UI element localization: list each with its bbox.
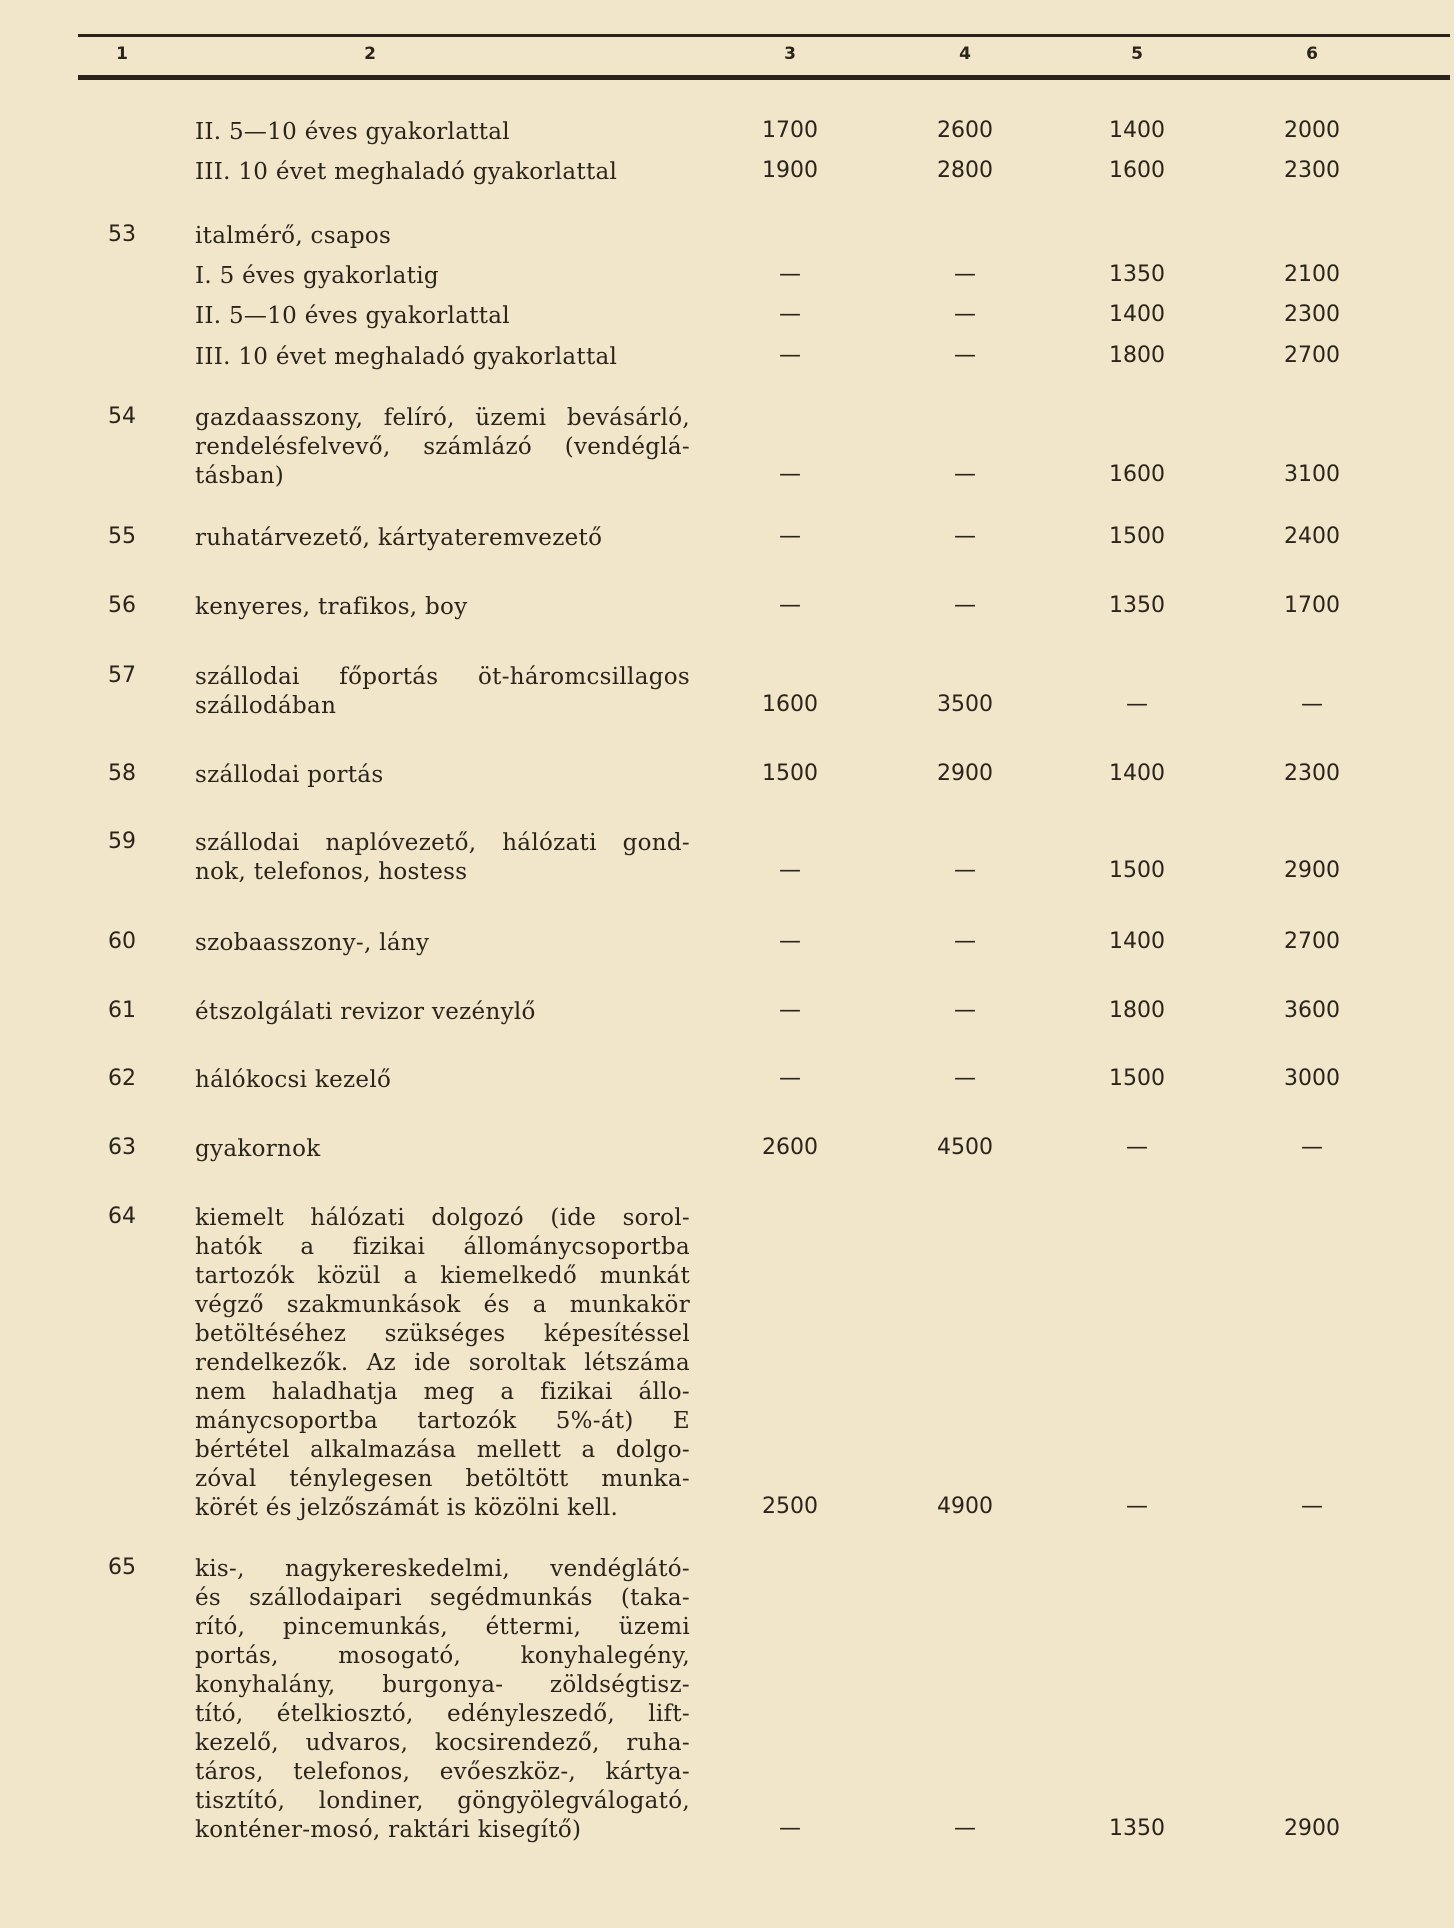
value-col-5: 1500: [1109, 1066, 1165, 1091]
value-col-4: 3500: [937, 692, 993, 717]
description-line: bértétel alkalmazása mellett a dolgo-: [195, 1437, 690, 1463]
description-line: táros, telefonos, evőeszköz-, kártya-: [195, 1759, 690, 1785]
value-col-4: 4500: [937, 1135, 993, 1160]
value-col-6: 3600: [1284, 998, 1340, 1023]
value-col-3: —: [779, 462, 801, 487]
value-col-5: 1500: [1109, 524, 1165, 549]
row-number: 55: [108, 524, 136, 549]
value-col-6: 2900: [1284, 858, 1340, 883]
value-col-4: —: [954, 262, 976, 287]
row-number: 64: [108, 1204, 136, 1229]
description-line: ruhatárvezető, kártyateremvezető: [195, 525, 603, 551]
row-description: [195, 158, 690, 187]
value-col-5: 1350: [1109, 262, 1165, 287]
value-col-4: —: [954, 593, 976, 618]
value-col-3: —: [779, 929, 801, 954]
row-number: 60: [108, 929, 136, 954]
value-col-4: —: [954, 302, 976, 327]
value-col-6: 2000: [1284, 118, 1340, 143]
value-col-3: 1500: [762, 761, 818, 786]
description-line: hatók a fizikai állománycsoportba: [195, 1234, 690, 1260]
value-col-3: 1900: [762, 158, 818, 183]
description-line: tító, ételkiosztó, edényleszedő, lift-: [195, 1701, 690, 1727]
description-line: nok, telefonos, hostess: [195, 859, 468, 885]
row-number: 62: [108, 1066, 136, 1091]
description-line: körét és jelzőszámát is közölni kell.: [195, 1495, 619, 1521]
description-line: italmérő, csapos: [195, 223, 392, 249]
row-description: [195, 593, 690, 622]
value-col-6: —: [1301, 1135, 1323, 1160]
value-col-3: 2500: [762, 1494, 818, 1519]
row-number: 56: [108, 593, 136, 618]
value-col-4: 2900: [937, 761, 993, 786]
row-description: [195, 1066, 690, 1095]
description-line: nem haladhatja meg a fizikai állo-: [195, 1379, 690, 1405]
row-description: [195, 222, 690, 251]
header-top-rule: [78, 34, 1450, 37]
description-line: szobaasszony-, lány: [195, 930, 430, 956]
description-line: II. 5—10 éves gyakorlattal: [195, 303, 510, 329]
value-col-4: —: [954, 1816, 976, 1841]
column-number-4: 4: [959, 44, 971, 64]
value-col-3: —: [779, 302, 801, 327]
column-number-5: 5: [1131, 44, 1143, 64]
value-col-4: —: [954, 462, 976, 487]
value-col-5: —: [1126, 692, 1148, 717]
value-col-6: —: [1301, 1494, 1323, 1519]
value-col-6: 3100: [1284, 462, 1340, 487]
description-line: konyhalány, burgonya- zöldségtisz-: [195, 1672, 690, 1698]
value-col-4: —: [954, 524, 976, 549]
row-description: [195, 761, 690, 790]
description-line: végző szakmunkások és a munkakör: [195, 1292, 690, 1318]
value-col-6: 3000: [1284, 1066, 1340, 1091]
value-col-6: 2700: [1284, 343, 1340, 368]
value-col-3: 2600: [762, 1135, 818, 1160]
description-line: konténer-mosó, raktári kisegítő): [195, 1817, 582, 1843]
row-number: 65: [108, 1555, 136, 1580]
value-col-6: —: [1301, 692, 1323, 717]
value-col-4: —: [954, 858, 976, 883]
value-col-5: 1800: [1109, 998, 1165, 1023]
description-line: III. 10 évet meghaladó gyakorlattal: [195, 159, 618, 185]
description-line: II. 5—10 éves gyakorlattal: [195, 119, 510, 145]
row-number: 57: [108, 663, 136, 688]
description-line: gyakornok: [195, 1136, 321, 1162]
value-col-4: —: [954, 343, 976, 368]
column-number-6: 6: [1306, 44, 1318, 64]
row-description: [195, 1204, 690, 1523]
row-description: [195, 998, 690, 1027]
description-line: és szállodaipari segédmunkás (taka-: [195, 1585, 690, 1611]
description-line: rendelkezők. Az ide soroltak létszáma: [195, 1350, 690, 1376]
value-col-5: 1800: [1109, 343, 1165, 368]
row-number: 59: [108, 829, 136, 854]
description-line: étszolgálati revizor vezénylő: [195, 999, 536, 1025]
value-col-6: 2300: [1284, 158, 1340, 183]
value-col-3: 1700: [762, 118, 818, 143]
value-col-3: —: [779, 858, 801, 883]
row-description: [195, 663, 690, 721]
description-line: szállodai főportás öt-háromcsillagos: [195, 664, 690, 690]
value-col-6: 2700: [1284, 929, 1340, 954]
row-description: [195, 262, 690, 291]
column-number-2: 2: [364, 44, 376, 64]
value-col-3: 1600: [762, 692, 818, 717]
value-col-6: 2100: [1284, 262, 1340, 287]
description-line: szállodai portás: [195, 762, 384, 788]
description-line: tásban): [195, 463, 285, 489]
value-col-6: 2300: [1284, 761, 1340, 786]
value-col-3: —: [779, 524, 801, 549]
description-line: gazdaasszony, felíró, üzemi bevásárló,: [195, 405, 690, 431]
row-description: [195, 1555, 690, 1845]
value-col-5: —: [1126, 1494, 1148, 1519]
value-col-3: —: [779, 1066, 801, 1091]
description-line: rító, pincemunkás, éttermi, üzemi: [195, 1614, 690, 1640]
value-col-4: —: [954, 1066, 976, 1091]
description-line: tisztító, londiner, göngyölegválogató,: [195, 1788, 690, 1814]
description-line: tartozók közül a kiemelkedő munkát: [195, 1263, 690, 1289]
value-col-5: 1600: [1109, 462, 1165, 487]
description-line: kenyeres, trafikos, boy: [195, 594, 468, 620]
value-col-6: 1700: [1284, 593, 1340, 618]
description-line: kis-, nagykereskedelmi, vendéglátó-: [195, 1556, 690, 1582]
column-number-3: 3: [784, 44, 796, 64]
row-number: 58: [108, 761, 136, 786]
value-col-6: 2900: [1284, 1816, 1340, 1841]
value-col-3: —: [779, 998, 801, 1023]
value-col-6: 2400: [1284, 524, 1340, 549]
value-col-5: 1400: [1109, 302, 1165, 327]
row-description: [195, 404, 690, 491]
value-col-4: 2600: [937, 118, 993, 143]
description-line: szállodai naplóvezető, hálózati gond-: [195, 830, 690, 856]
row-description: [195, 1135, 690, 1164]
description-line: rendelésfelvevő, számlázó (vendéglá-: [195, 434, 690, 460]
value-col-5: 1400: [1109, 761, 1165, 786]
description-line: III. 10 évet meghaladó gyakorlattal: [195, 344, 618, 370]
value-col-4: —: [954, 929, 976, 954]
value-col-3: —: [779, 343, 801, 368]
value-col-5: 1400: [1109, 929, 1165, 954]
value-col-3: —: [779, 1816, 801, 1841]
value-col-5: 1500: [1109, 858, 1165, 883]
value-col-4: 2800: [937, 158, 993, 183]
description-line: hálókocsi kezelő: [195, 1067, 392, 1093]
row-description: [195, 929, 690, 958]
description-line: betöltéséhez szükséges képesítéssel: [195, 1321, 690, 1347]
value-col-5: 1400: [1109, 118, 1165, 143]
description-line: kiemelt hálózati dolgozó (ide sorol-: [195, 1205, 690, 1231]
value-col-4: 4900: [937, 1494, 993, 1519]
row-number: 63: [108, 1135, 136, 1160]
row-description: [195, 524, 690, 553]
header-bottom-rule: [78, 75, 1450, 80]
column-number-1: 1: [116, 44, 128, 64]
row-number: 54: [108, 404, 136, 429]
value-col-4: —: [954, 998, 976, 1023]
value-col-3: —: [779, 262, 801, 287]
value-col-5: 1350: [1109, 593, 1165, 618]
row-number: 53: [108, 222, 136, 247]
row-description: [195, 302, 690, 331]
row-description: [195, 829, 690, 887]
row-number: 61: [108, 998, 136, 1023]
description-line: mánycsoportba tartozók 5%-át) E: [195, 1408, 690, 1434]
value-col-5: 1350: [1109, 1816, 1165, 1841]
description-line: zóval ténylegesen betöltött munka-: [195, 1466, 690, 1492]
value-col-6: 2300: [1284, 302, 1340, 327]
value-col-3: —: [779, 593, 801, 618]
value-col-5: —: [1126, 1135, 1148, 1160]
value-col-5: 1600: [1109, 158, 1165, 183]
description-line: kezelő, udvaros, kocsirendező, ruha-: [195, 1730, 690, 1756]
description-line: I. 5 éves gyakorlatig: [195, 263, 439, 289]
row-description: [195, 343, 690, 372]
row-description: [195, 118, 690, 147]
description-line: portás, mosogató, konyhalegény,: [195, 1643, 690, 1669]
description-line: szállodában: [195, 693, 337, 719]
